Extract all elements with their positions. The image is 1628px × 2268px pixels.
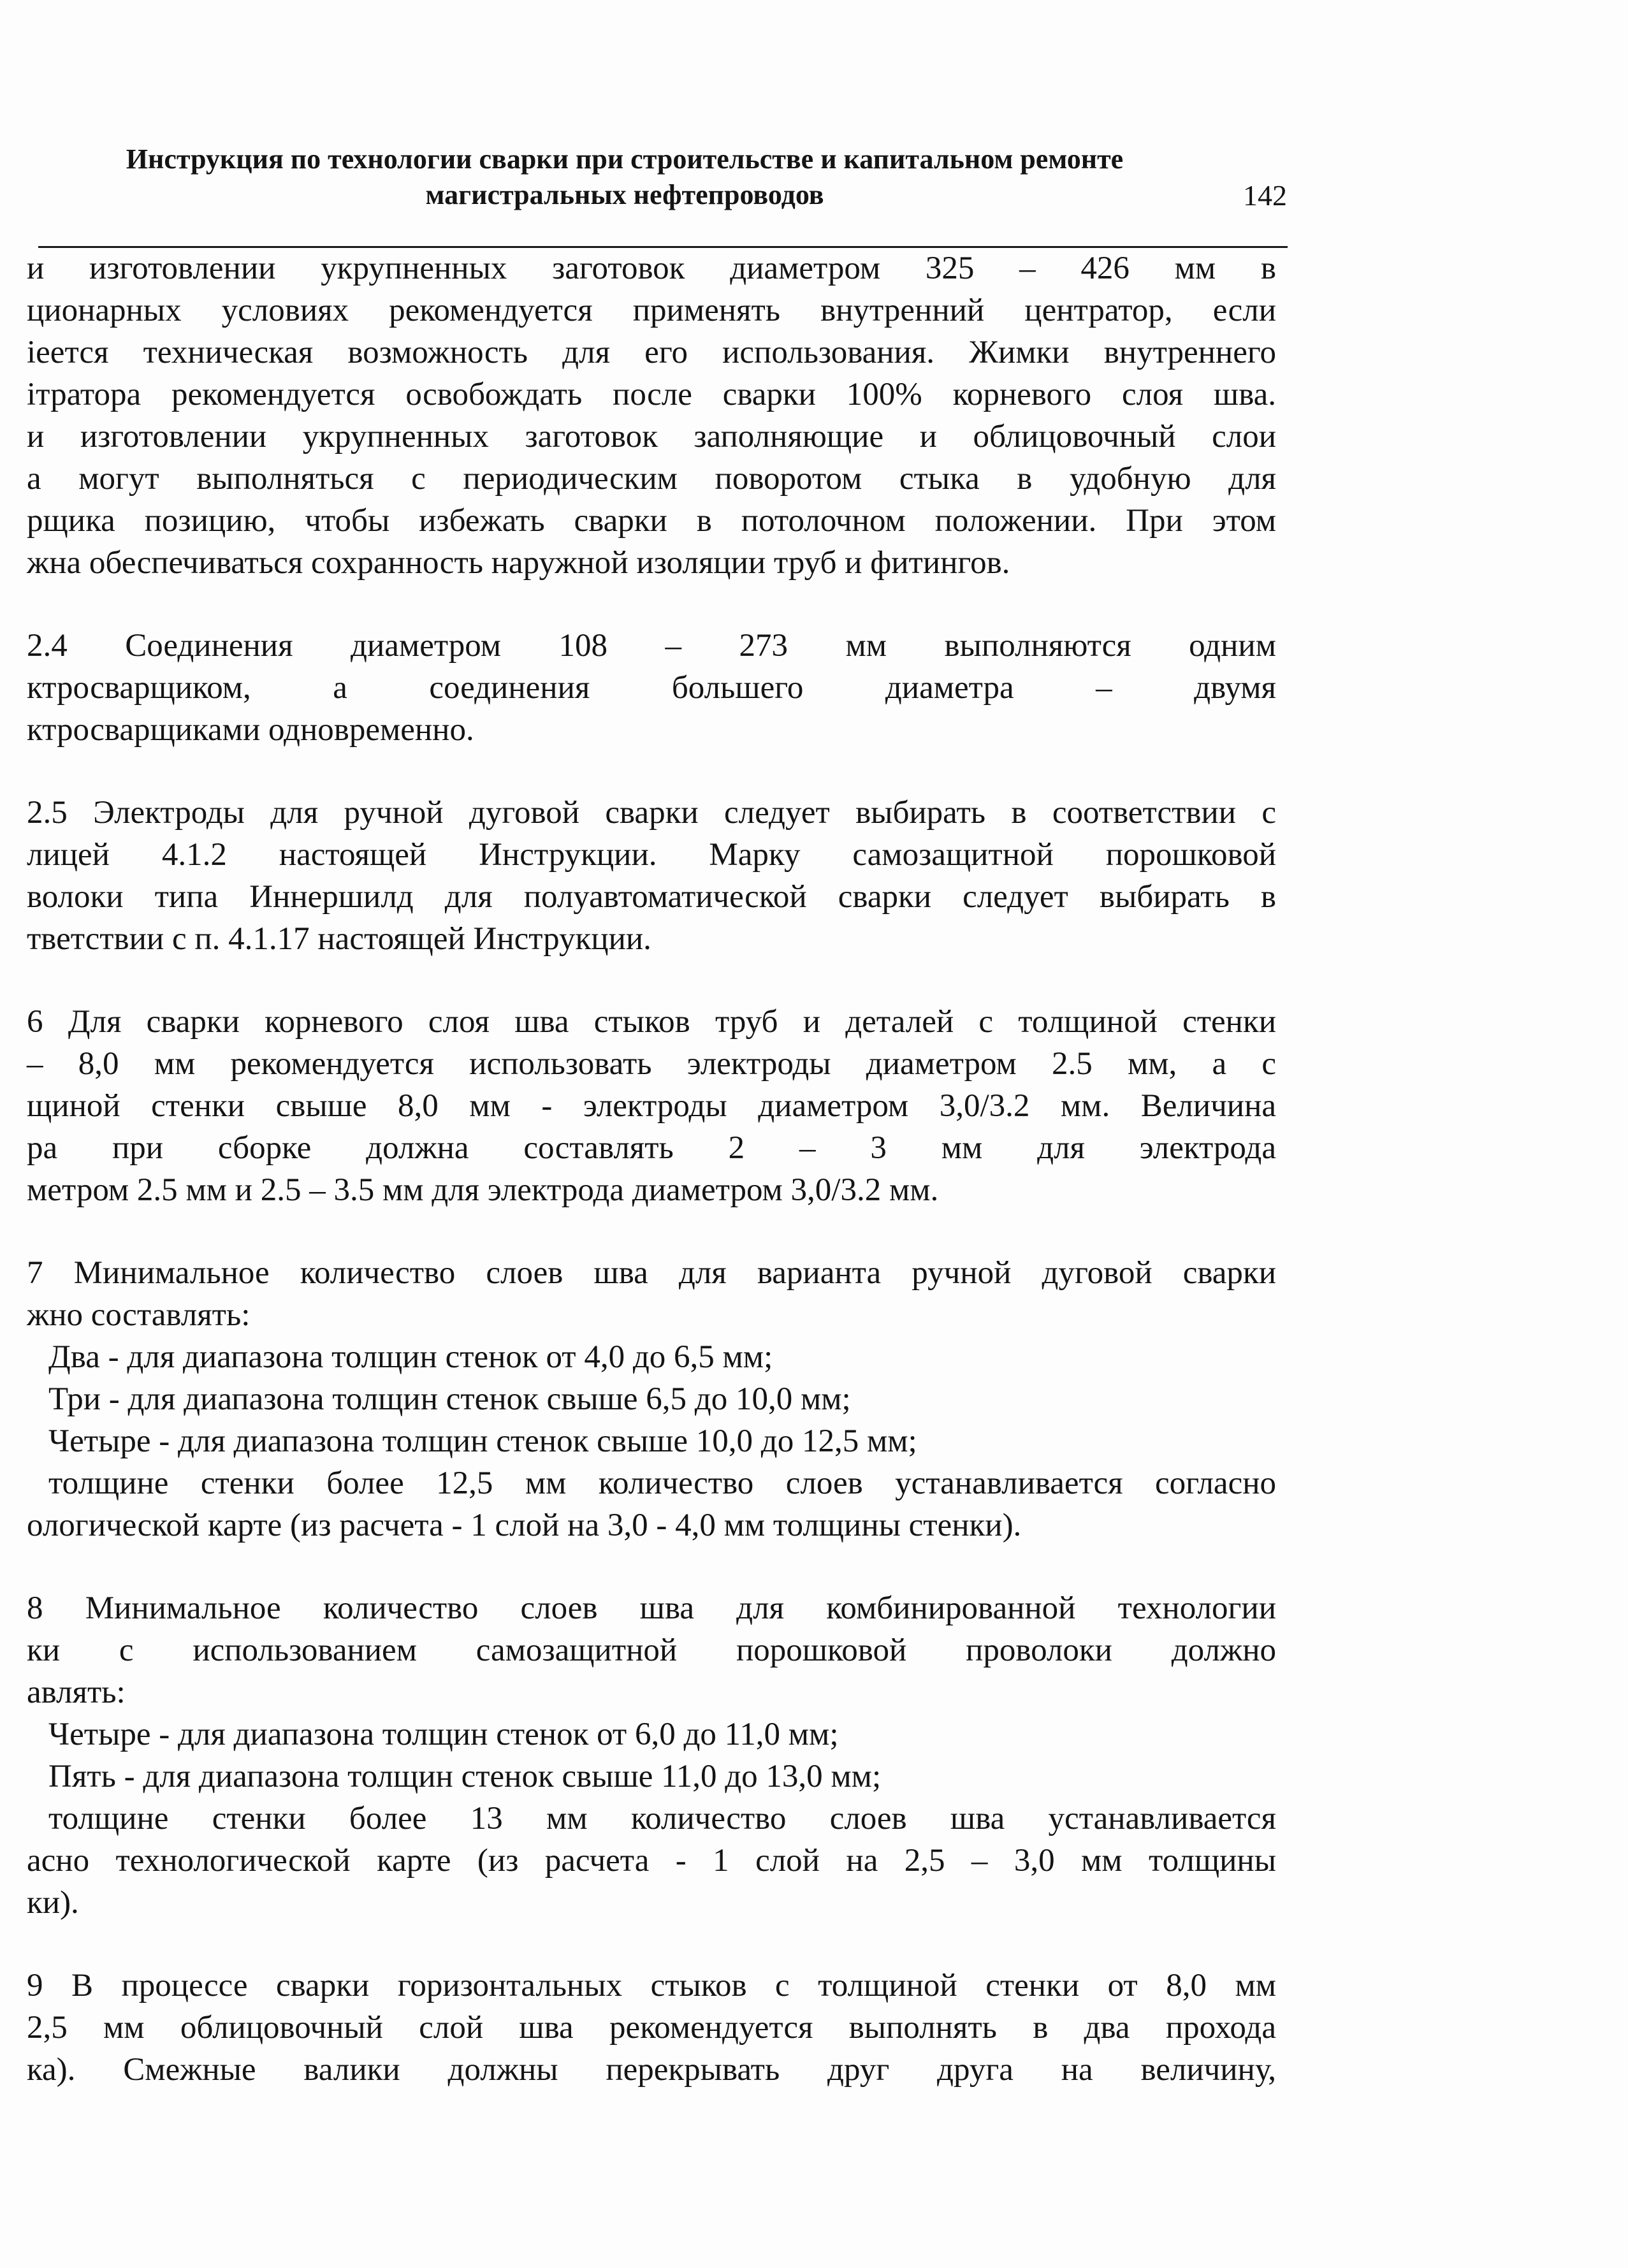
text-line: ра при сборке должна составлять 2 – 3 мм для электрода — [27, 1130, 1276, 1166]
text-line: жно составлять: — [27, 1297, 251, 1333]
paragraph-welding-assemblies — [27, 247, 1276, 584]
text-line: щиной стенки свыше 8,0 мм - электроды диаметром 3,0/3.2 мм. Величина — [27, 1088, 1276, 1124]
document-body — [27, 247, 1276, 2132]
text-line: 2.5 Электроды для ручной дуговой сварки следует выбирать в соответствии с — [27, 795, 1276, 831]
text-line: волоки типа Иннершилд для полуавтоматической сварки следует выбирать в — [27, 879, 1276, 915]
text-line: ктросварщиком, а соединения большего диаметра – двумя — [27, 670, 1276, 706]
text-line: толщине стенки более 12,5 мм количество слоев устанавливается согласно — [48, 1465, 1276, 1501]
text-line: а могут выполняться с периодическим поворотом стыка в удобную для — [27, 461, 1276, 497]
text-line: асно технологической карте (из расчета - 1 слой на 2,5 – 3,0 мм толщины — [27, 1843, 1276, 1879]
text-line: 6 Для сварки корневого слоя шва стыков труб и деталей с толщиной стенки — [27, 1004, 1276, 1040]
paragraph-7 — [27, 1252, 1276, 1546]
text-line: – 8,0 мм рекомендуется использовать электроды диаметром 2.5 мм, а с — [27, 1046, 1276, 1082]
text-line: іеется техническая возможность для его использования. Жимки внутреннего — [27, 335, 1276, 370]
list-item: Два - для диапазона толщин стенок от 4,0 до 6,5 мм; — [48, 1339, 773, 1375]
text-line: 9 В процессе сварки горизонтальных стыков с толщиной стенки от 8,0 мм — [27, 1968, 1276, 2003]
text-line: жна обеспечиваться сохранность наружной изоляции труб и фитингов. — [27, 545, 1010, 581]
text-line: авлять: — [27, 1675, 126, 1710]
paragraph-2-5 — [27, 792, 1276, 960]
text-line: толщине стенки более 13 мм количество слоев шва устанавливается — [48, 1801, 1276, 1836]
text-line: ктросварщиками одновременно. — [27, 712, 474, 748]
list-item: Четыре - для диапазона толщин стенок от 6,0 до 11,0 мм; — [48, 1717, 839, 1752]
list-item: Три - для диапазона толщин стенок свыше 6,5 до 10,0 мм; — [48, 1381, 851, 1417]
text-line: 2,5 мм облицовочный слой шва рекомендуется выполнять в два прохода — [27, 2010, 1276, 2046]
text-line: 2.4 Соединения диаметром 108 – 273 мм выполняются одним — [27, 628, 1276, 664]
paragraph-8 — [27, 1587, 1276, 1924]
text-line: ционарных условиях рекомендуется применять внутренний центратор, если — [27, 293, 1276, 328]
text-line: лицей 4.1.2 настоящей Инструкции. Марку самозащитной порошковой — [27, 837, 1276, 873]
text-line: ологической карте (из расчета - 1 слой на 3,0 - 4,0 мм толщины стенки). — [27, 1508, 1022, 1543]
text-line: 8 Минимальное количество слоев шва для комбинированной технологии — [27, 1590, 1276, 1626]
text-line: и изготовлении укрупненных заготовок заполняющие и облицовочный слои — [27, 419, 1276, 454]
header-title-line-2: магистральных нефтепроводов — [425, 179, 824, 210]
page-number: 142 — [1243, 179, 1287, 212]
text-line: рщика позицию, чтобы избежать сварки в потолочном положении. При этом — [27, 503, 1276, 539]
list-item: Четыре - для диапазона толщин стенок свыше 10,0 до 12,5 мм; — [48, 1423, 917, 1459]
text-line: и изготовлении укрупненных заготовок диаметром 325 – 426 мм в — [27, 251, 1276, 286]
page-header — [45, 142, 1205, 213]
text-line: ки). — [27, 1885, 79, 1921]
paragraph-9 — [27, 1965, 1276, 2091]
text-line: ка). Смежные валики должны перекрывать друг друга на величину, — [27, 2052, 1276, 2088]
text-line: тветствии с п. 4.1.17 настоящей Инструкции. — [27, 921, 651, 957]
paragraph-6 — [27, 1001, 1276, 1211]
list-item: Пять - для диапазона толщин стенок свыше 11,0 до 13,0 мм; — [48, 1759, 882, 1794]
text-line: метром 2.5 мм и 2.5 – 3.5 мм для электрода диаметром 3,0/3.2 мм. — [27, 1172, 939, 1208]
text-line: ітратора рекомендуется освобождать после сварки 100% корневого слоя шва. — [27, 377, 1276, 412]
text-line: ки с использованием самозащитной порошковой проволоки должно — [27, 1632, 1276, 1668]
header-title-line-1: Инструкция по технологии сварки при строительстве и капитальном ремонте — [126, 143, 1124, 175]
text-line: 7 Минимальное количество слоев шва для варианта ручной дуговой сварки — [27, 1255, 1276, 1291]
paragraph-2-4 — [27, 625, 1276, 751]
